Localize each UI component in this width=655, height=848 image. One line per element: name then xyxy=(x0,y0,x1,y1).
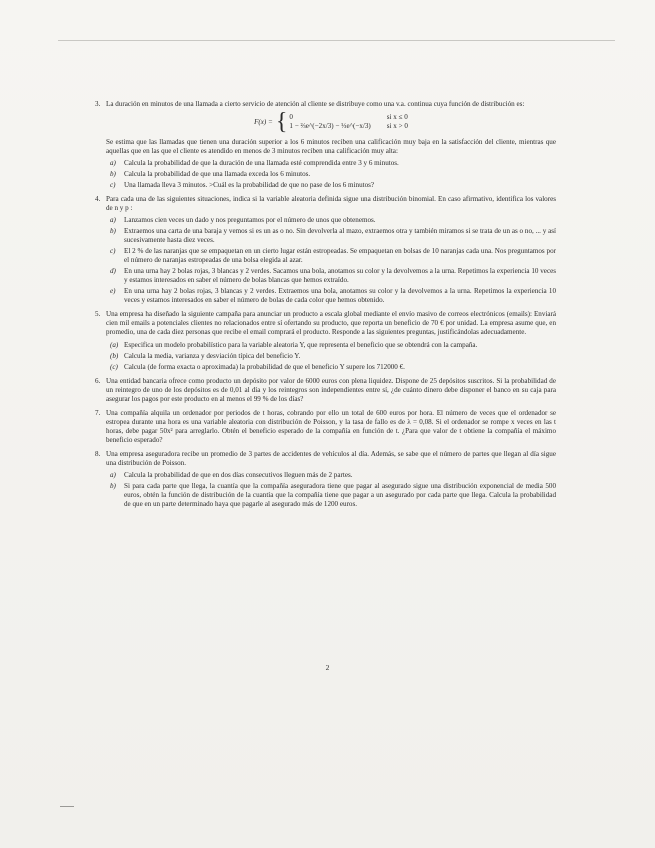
exercise-intro: Una empresa aseguradora recibe un promedio de 3 partes de accidentes de vehículos al día. Además, se sabe que el número de partes que llegan al día sigue una distribución de Poisson. xyxy=(106,450,556,467)
item-label: e) xyxy=(110,287,116,295)
item-label: (c) xyxy=(110,363,118,371)
exercise-text: Se estima que las llamadas que tienen una duración superior a los 6 minutos reciben una calificación muy baja en la satisfacción del cliente, mientras que aquellas que en las que el cliente es atendido en menos de 3 minutos reciben una calificación muy alta: xyxy=(106,138,556,155)
item-text: Calcula (de forma exacta o aproximada) la probabilidad de que el beneficio Y supere los 712000 €. xyxy=(124,363,405,371)
list-item xyxy=(110,170,556,179)
item-list xyxy=(110,341,556,372)
list-item xyxy=(110,267,556,285)
list-item xyxy=(110,287,556,305)
list-item xyxy=(110,159,556,168)
item-label: c) xyxy=(110,247,116,255)
item-label: d) xyxy=(110,267,116,275)
item-text: En una urna hay 2 bolas rojas, 3 blancas y 2 verdes. Extraemos una bola, anotamos su color y la devolvemos a la urna. Repetimos la experiencia 10 veces y estamos interesados en saber el número de bolas de cada color que hemos obtenido. xyxy=(124,287,556,304)
item-label: c) xyxy=(110,181,116,189)
list-item xyxy=(110,352,556,361)
list-item xyxy=(110,216,556,225)
exercise-intro: Una empresa ha diseñado la siguiente campaña para anunciar un producto a escala global mediante el envío masivo de correos electrónicos (emails): Enviará cien mil emails a potenciales clientes no relacionados entre sí ofertando su producto, que reporta un beneficio de 70 € por unidad. La empresa asume que, en promedio, una de cada diez personas que recibe el email comprará el producto. Responde a las siguientes preguntas, justificándolas adecuadamente. xyxy=(106,310,556,336)
exercise-7 xyxy=(95,409,556,445)
item-label: a) xyxy=(110,216,116,224)
formula-cases xyxy=(289,113,408,131)
item-label: (b) xyxy=(110,352,119,360)
item-label: a) xyxy=(110,159,116,167)
item-text: En una urna hay 2 bolas rojas, 3 blancas y 2 verdes. Sacamos una bola, anotamos su color y la devolvemos a la urna. Repetimos la experiencia 10 veces y estamos interesados en saber el número de bolas blancas que hemos extraído. xyxy=(124,267,556,284)
item-text: El 2 % de las naranjas que se empaquetan en un cierto lugar están estropeadas. Se empaquetan en bolsas de 10 naranjas cada una. Nos preguntamos por el número de naranjas estropeadas de una bolsa elegida al azar. xyxy=(124,247,556,264)
item-text: Lanzamos cien veces un dado y nos preguntamos por el número de unos que obtenemos. xyxy=(124,216,376,224)
formula-case-1: 0 xyxy=(289,113,293,121)
formula-case-2: 1 − ⅔e^(−2x/3) − ⅓e^(−x/3) xyxy=(289,122,371,130)
item-label: a) xyxy=(110,471,116,479)
top-divider xyxy=(58,40,615,41)
item-text: Calcula la media, varianza y desviación típica del beneficio Y. xyxy=(124,352,301,360)
exercise-text: Una compañía alquila un ordenador por periodos de t horas, cobrando por ello un total de 600 euros por hora. El número de veces que el ordenador se estropea durante una hora es una variable aleatoria con distribución de Poisson, y la tasa de fallo es de λ = 0,08. Si el ordenador se rompe x veces en las t horas, debe pagar 50x² para arreglarlo. Obtén el beneficio esperado de la compañía en función de t. ¿Para que valor de t obtiene la compañía el máximo beneficio esperado? xyxy=(106,409,556,444)
list-item xyxy=(110,363,556,372)
formula-condition-1: si x ≤ 0 xyxy=(386,113,408,121)
list-item xyxy=(110,482,556,509)
exercise-number: 4. xyxy=(95,195,101,203)
formula-condition-2: si x > 0 xyxy=(386,122,408,130)
item-label: (a) xyxy=(110,341,119,349)
list-item xyxy=(110,247,556,265)
exercise-number: 8. xyxy=(95,450,101,458)
item-text: Una llamada lleva 3 minutos. >Cuál es la probabilidad de que no pase de los 6 minutos? xyxy=(124,181,375,189)
item-list xyxy=(110,471,556,509)
bottom-mark xyxy=(60,806,74,807)
exercise-text: Una entidad bancaria ofrece como producto un depósito por valor de 6000 euros con plena liquidez. Dispone de 25 depósitos suscritos. Si la probabilidad de un reintegro de uno de los depósitos es de 0,01 al día y los reintegros son independientes entre sí, ¿de cuánto dinero debe disponer el banco en su caja para asegurar los pagos por este producto en al menos el 99 % de los días? xyxy=(106,377,556,403)
list-item xyxy=(110,471,556,480)
exercise-number: 5. xyxy=(95,310,101,318)
item-text: Calcula la probabilidad de que en dos días consecutivos lleguen más de 2 partes. xyxy=(124,471,353,479)
distribution-formula xyxy=(106,109,556,135)
exercise-intro: La duración en minutos de una llamada a cierto servicio de atención al cliente se distribuye como una v.a. continua cuya función de distribución es: xyxy=(106,100,525,108)
formula-brace: { xyxy=(275,109,288,135)
item-text: Calcula la probabilidad de que una llamada exceda los 6 minutos. xyxy=(124,170,311,178)
list-item xyxy=(110,341,556,350)
exercise-8 xyxy=(95,450,556,509)
exercise-number: 6. xyxy=(95,377,101,385)
exercise-intro: Para cada una de las siguientes situaciones, indica si la variable aleatoria definida sigue una distribución binomial. En caso afirmativo, identifica los valores de n y p : xyxy=(106,195,556,212)
exercise-6 xyxy=(95,377,556,404)
page-number: 2 xyxy=(325,663,330,672)
exercise-3 xyxy=(95,100,556,190)
list-item xyxy=(110,181,556,190)
exercise-number: 7. xyxy=(95,409,101,417)
item-list xyxy=(110,216,556,305)
item-label: b) xyxy=(110,482,116,490)
formula-lhs: F(x) = xyxy=(254,117,273,126)
exercise-4 xyxy=(95,195,556,305)
page-content xyxy=(95,100,556,514)
item-text: Si para cada parte que llega, la cuantía que la compañía aseguradora tiene que pagar al asegurado sigue una distribución exponencial de media 500 euros, obtén la función de distribución de la cuantía que la compañía tiene que pagar a un asegurado por cada parte que llega. Calcula la probabilidad de que en un parte determinado haya que pagarle al asegurado más de 1200 euros. xyxy=(124,482,556,508)
list-item xyxy=(110,227,556,245)
item-text: Extraemos una carta de una baraja y vemos si es un as o no. Sin devolverla al mazo, extraemos otra y también miramos si se trata de un as o no, ... y así sucesivamente hasta diez veces. xyxy=(124,227,556,244)
item-list xyxy=(110,159,556,190)
item-text: Especifica un modelo probabilístico para la variable aleatoria Y, que representa el beneficio que se obtendrá con la campaña. xyxy=(124,341,478,349)
item-text: Calcula la probabilidad de que la duración de una llamada esté comprendida entre 3 y 6 minutos. xyxy=(124,159,399,167)
exercise-5 xyxy=(95,310,556,372)
exercise-number: 3. xyxy=(95,100,101,108)
item-label: b) xyxy=(110,170,116,178)
item-label: b) xyxy=(110,227,116,235)
